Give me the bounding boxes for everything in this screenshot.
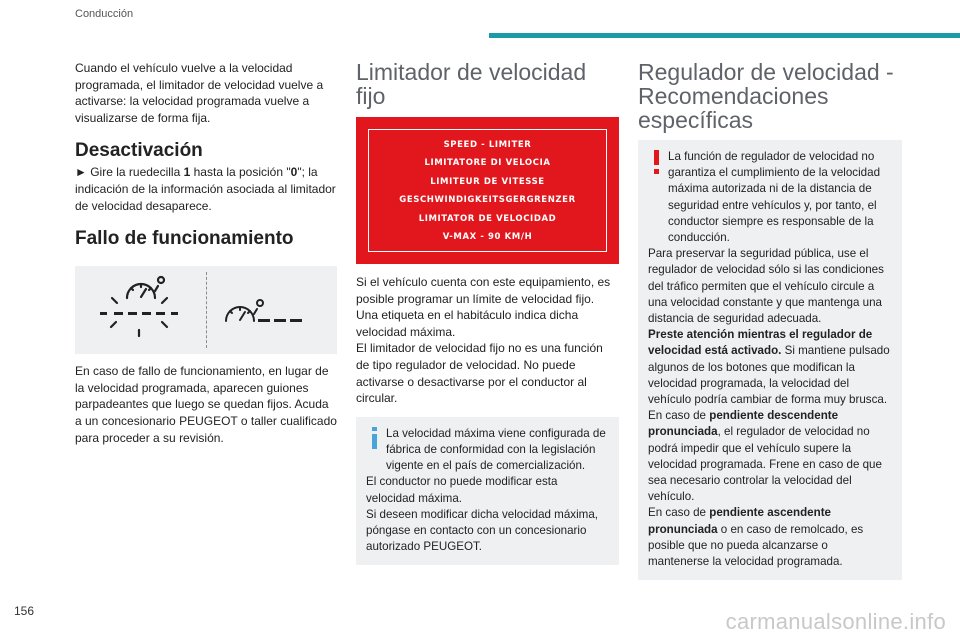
warning-4-bold: pendiente descendente pronunciada — [648, 409, 839, 439]
label-border — [368, 129, 607, 252]
deact-text-c: "; la indicación de la información asociada al limitador de velocidad desaparece. — [75, 165, 336, 213]
warning-text-1: La función de regulador de velocidad no garantiza el cumplimiento de la velocidad máxima autorizada ni de la distancia de seguridad entre vehículos y, por tanto, el conductor siempre es responsable de la conducción. — [668, 150, 881, 245]
info-text-3: Si deseen modificar dicha velocidad máxima, póngase en contacto con un concesionario autorizado PEUGEOT. — [366, 507, 598, 554]
warning-icon — [648, 150, 666, 174]
bullet-arrow: ► — [75, 165, 87, 180]
warning-5-bold: pendiente ascendente pronunciada — [648, 506, 832, 536]
column-2 — [356, 58, 619, 565]
fault-text: En caso de fallo de funcionamiento, en lugar de la velocidad programada, aparecen guiones parpadeantes que luego se quedan fijos. Acuda a un concesionario PEUGEOT o taller cualificado para proceder a su revisión. — [75, 364, 337, 445]
speedometer-blink-icon — [75, 266, 206, 354]
warning-4-pre: En caso de — [648, 409, 710, 423]
page-number: 156 — [14, 604, 35, 618]
label-lines — [369, 130, 606, 246]
info-icon — [366, 427, 384, 449]
deact-text-a: Gire la ruedecilla — [86, 165, 184, 180]
deact-zero: 0 — [290, 165, 298, 180]
warning-text-3 — [648, 327, 892, 408]
header-accent-bar — [489, 33, 960, 38]
fault-heading: Fallo de funcionamiento — [75, 228, 294, 250]
cruise-control-heading: Regulador de velocidad - Recomendaciones específicas — [638, 59, 894, 133]
warning-3-bold: Preste atención mientras el regulador de velocidad está activado. — [648, 328, 873, 358]
fault-illustration — [75, 266, 337, 354]
deact-num: 1 — [183, 165, 191, 180]
deact-text-b: hasta la posición " — [190, 165, 291, 180]
warning-text-5 — [648, 505, 892, 570]
info-text-1: La velocidad máxima viene configurada de fábrica de conformidad con la legislación vigente en el país de comercialización. — [386, 426, 606, 473]
label-line: SPEED - LIMITER — [443, 140, 532, 150]
column-1 — [75, 58, 337, 446]
warning-5-pre: En caso de — [648, 506, 710, 520]
info-text-2: El conductor no puede modificar esta velocidad máxima. — [366, 475, 558, 505]
warning-box — [638, 140, 902, 580]
fixed-limiter-para-1: Si el vehículo cuenta con este equipamiento, es posible programar un límite de velocidad fijo. Una etiqueta en el habitáculo indica dicha velocidad máxima. — [356, 275, 611, 339]
fixed-limiter-para-2: El limitador de velocidad fijo no es una función de tipo regulador de velocidad. No puede activarse o desactivarse por el conductor al circular. — [356, 341, 603, 406]
label-line: GESCHWINDIGKEITSGERGRENZER — [399, 195, 576, 206]
warning-4-rest: , el regulador de velocidad no podrá impedir que el vehículo supere la velocidad programada. Frene en caso de que sea necesario controlar la velocidad del vehículo. — [648, 425, 882, 504]
fixed-limiter-heading: Limitador de velocidad fijo — [356, 59, 587, 109]
deactivation-heading: Desactivación — [75, 140, 203, 162]
column-3 — [638, 58, 902, 580]
warning-text-2: Para preservar la seguridad pública, use el regulador de velocidad sólo si las condiciones del tráfico permiten que el vehículo circule a una velocidad constante y que mantenga una distancia de seguridad adecuada. — [648, 247, 884, 326]
warning-text-4 — [648, 408, 892, 505]
running-header: Conducción — [75, 8, 134, 20]
info-box — [356, 417, 619, 566]
label-line: LIMITATOR DE VELOCIDAD — [418, 213, 557, 224]
warning-5-rest: o en caso de remolcado, es posible que no pueda alcanzarse o mantenerse la velocidad programada. — [648, 522, 864, 569]
speedometer-dashes-icon — [206, 266, 337, 354]
intro-paragraph: Cuando el vehículo vuelve a la velocidad programada, el limitador de velocidad vuelve a activarse: la velocidad programada vuelve a visualizarse de forma fija. — [75, 61, 324, 125]
watermark: carmanualsonline.info — [725, 609, 946, 634]
speed-limiter-label-image — [356, 117, 619, 264]
warning-3-rest: Si mantiene pulsado algunos de los botones que modifican la velocidad programada, la velocidad del vehículo podría cambiar de forma muy brusca. — [648, 344, 890, 407]
deactivation-text — [75, 164, 337, 214]
label-line: LIMITATORE DI VELOCIA — [424, 158, 551, 169]
label-line: LIMITEUR DE VITESSE — [430, 176, 545, 187]
label-line: V-MAX - 90 KM/H — [442, 232, 533, 243]
